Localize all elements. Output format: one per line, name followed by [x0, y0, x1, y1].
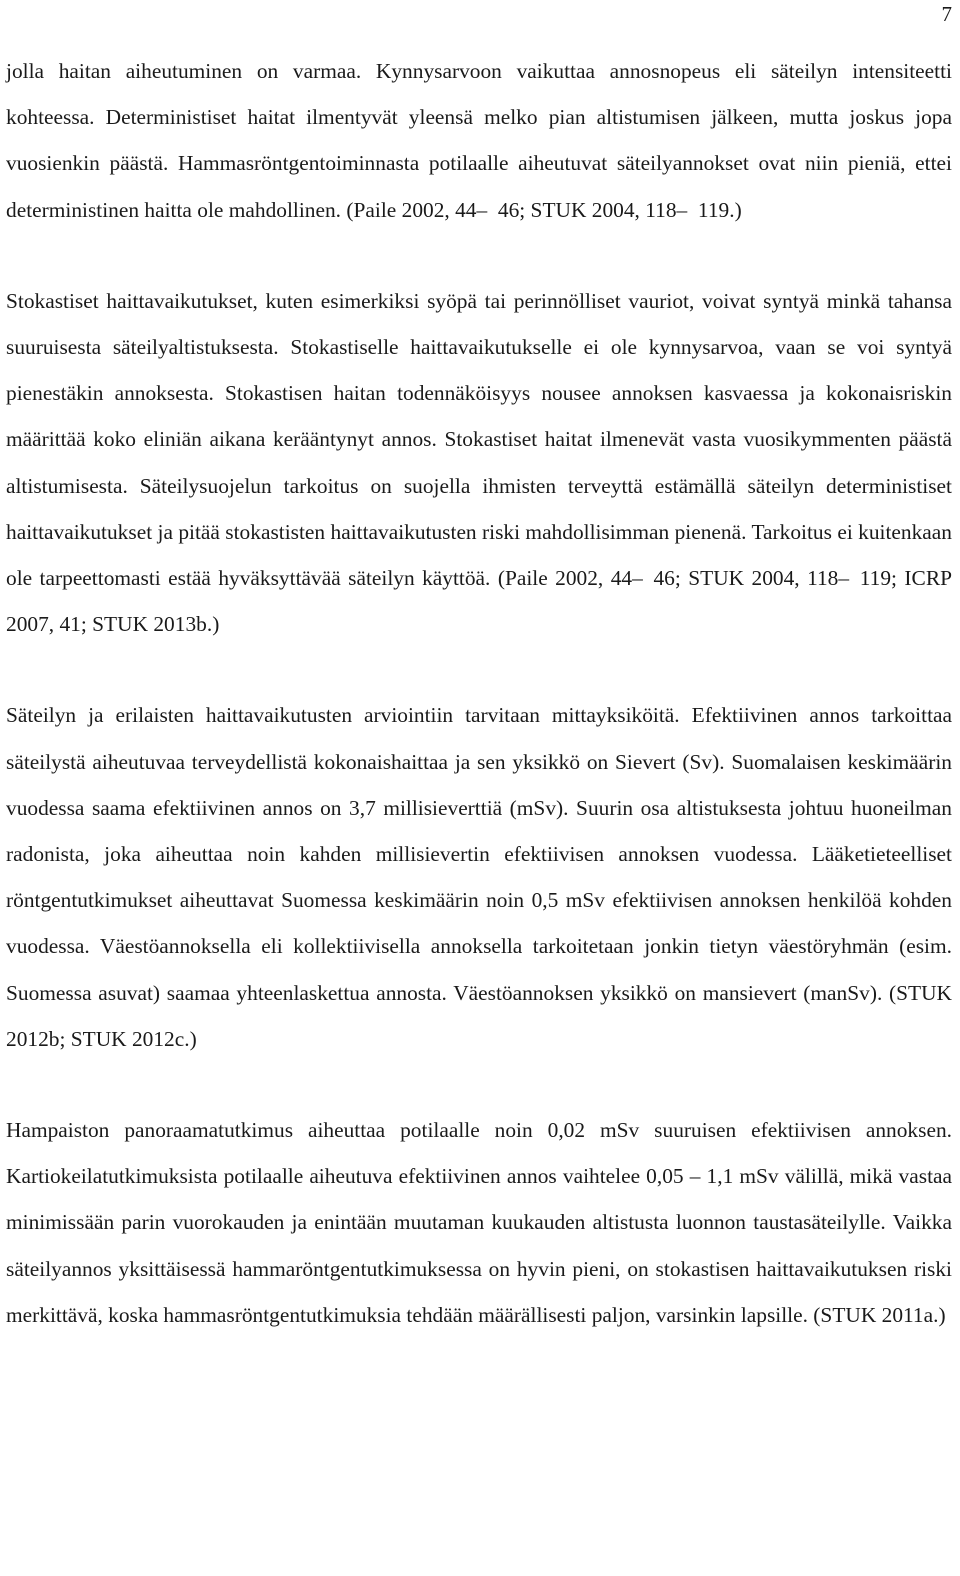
paragraph-dose-units: Säteilyn ja erilaisten haittavaikutusten arviointiin tarvitaan mittayksiköitä. Efektiivinen annos tarkoittaa säteilystä aiheutuvaa terveydellistä kokonaishaittaa ja sen yksikkö on Sievert (Sv). Suomalaisen keskimäärin vuodessa saama efektiivinen annos on 3,7 millisieverttiä (mSv). Suurin osa altistuksesta johtuu huoneilman radonista, joka aiheuttaa noin kahden millisievertin efektiivisen annoksen vuodessa. Lääketieteelliset röntgentutkimukset aiheuttavat Suomessa keskimäärin noin 0,5 mSv efektiivisen annoksen henkilöä kohden vuodessa. Väestöannoksella eli kollektiivisella annoksella tarkoitetaan jonkin tietyn väestöryhmän (esim. Suomessa asuvat) saamaa yhteenlaskettua annosta. Väestöannoksen yksikkö on mansievert (manSv). (STUK 2012b; STUK 2012c.): [6, 703, 952, 1051]
page-number: 7: [941, 2, 952, 26]
document-body: [6, 48, 952, 1338]
paragraph-stochastic-effects: Stokastiset haittavaikutukset, kuten esimerkiksi syöpä tai perinnölliset vauriot, voivat syntyä minkä tahansa suuruisesta säteilyaltistuksesta. Stokastiselle haittavaikutukselle ei ole kynnysarvoa, vaan se voi syntyä pienestäkin annoksesta. Stokastisen haitan todennäköisyys nousee annoksen kasvaessa ja kokonaisriskin määrittää koko eliniän aikana kerääntynyt annos. Stokastiset haitat ilmenevät vasta vuosikymmenten päästä altistumisesta. Säteilysuojelun tarkoitus on suojella ihmisten terveyttä estämällä säteilyn deterministiset haittavaikutukset ja pitää stokastisten haittavaikutusten riski mahdollisimman pienenä. Tarkoitus ei kuitenkaan ole tarpeettomasti estää hyväksyttävää säteilyn käyttöä. (Paile 2002, 44– 46; STUK 2004, 118– 119; ICRP 2007, 41; STUK 2013b.): [6, 288, 952, 637]
paragraph-dental-exposure: Hampaiston panoraamatutkimus aiheuttaa potilaalle noin 0,02 mSv suuruisen efektiivisen annoksen. Kartiokeilatutkimuksista potilaalle aiheutuva efektiivinen annos vaihtelee 0,05 – 1,1 mSv välillä, mikä vastaa minimissään parin vuorokauden ja enintään muutaman kuukauden altistusta luonnon taustasäteilylle. Vaikka säteilyannos yksittäisessä hammaröntgentutkimuksessa on hyvin pieni, on stokastisen haittavaikutuksen riski merkittävä, koska hammasröntgentutkimuksia tehdään määrällisesti paljon, varsinkin lapsille. (STUK 2011a.): [6, 1118, 952, 1327]
paragraph-deterministic-effects: jolla haitan aiheutuminen on varmaa. Kynnysarvoon vaikuttaa annosnopeus eli säteilyn intensiteetti kohteessa. Deterministiset haitat ilmentyvät yleensä melko pian altistumisen jälkeen, mutta joskus jopa vuosienkin päästä. Hammasröntgentoiminnasta potilaalle aiheutuvat säteilyannokset ovat niin pieniä, ettei deterministinen haitta ole mahdollinen. (Paile 2002, 44– 46; STUK 2004, 118– 119.): [6, 59, 952, 222]
